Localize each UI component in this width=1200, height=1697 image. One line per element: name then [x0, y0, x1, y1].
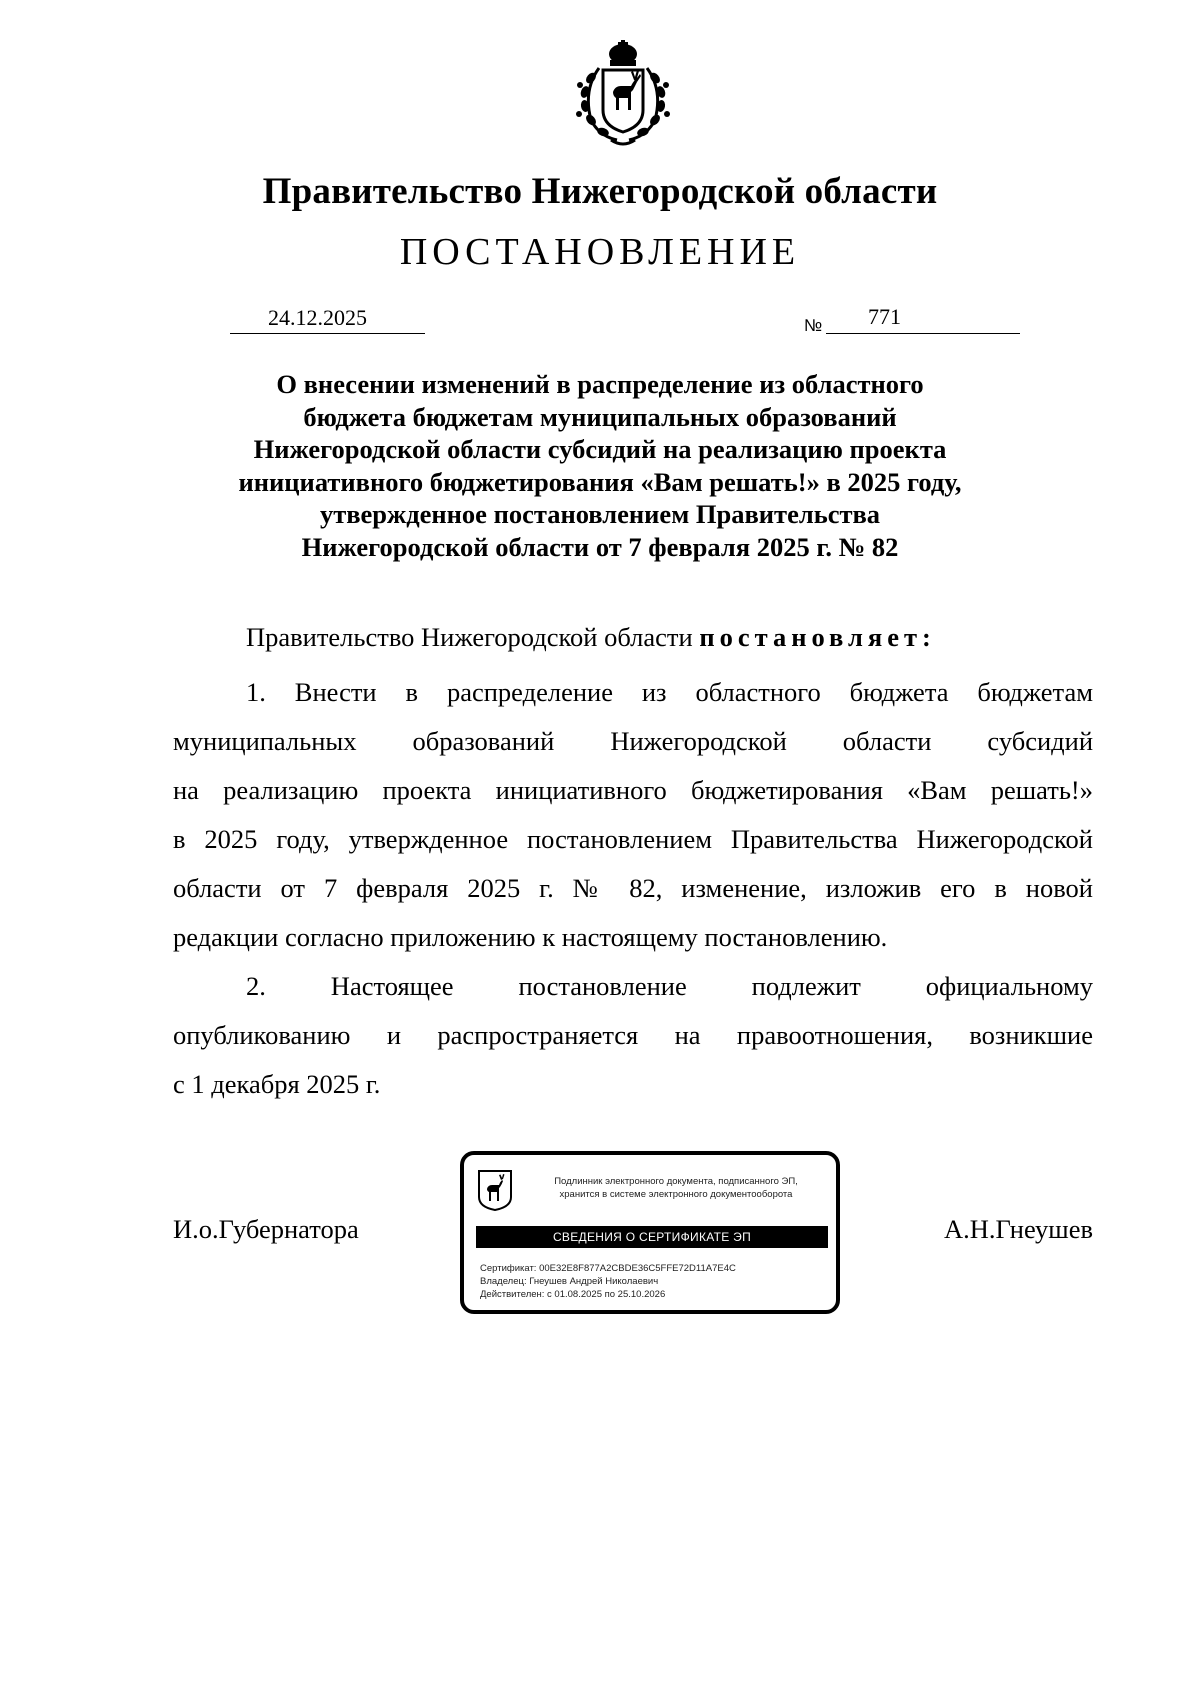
organization-title: Правительство Нижегородской области	[262, 171, 938, 212]
signatory-role: И.о.Губернатора	[173, 1214, 359, 1244]
document-number-field	[826, 298, 1020, 334]
certificate-number: Сертификат: 00E32E8F877A2CBDE36C5FFE72D11A7E4C	[480, 1263, 736, 1274]
paragraph-line: опубликованию и распространяется на правоотношения, возникшие	[173, 1020, 1093, 1050]
document-number: 771	[868, 304, 901, 329]
deer-emblem-icon	[477, 1169, 513, 1211]
paragraph-1	[173, 668, 1093, 962]
paragraph-line: 2. Настоящее постановление подлежит официальному	[246, 971, 1093, 1001]
paragraph-line: редакции согласно приложению к настоящему постановлению.	[173, 922, 888, 952]
signatory-name: А.Н.Гнеушев	[943, 1214, 1093, 1244]
number-sign: №	[804, 316, 823, 335]
certificate-validity: Действителен: с 01.08.2025 по 25.10.2026	[480, 1289, 666, 1300]
heading-line: Нижегородской области субсидий на реализацию проекта	[253, 434, 947, 464]
paragraph-2	[173, 962, 1093, 1109]
paragraph-line: муниципальных образований Нижегородской области субсидий	[173, 726, 1093, 756]
paragraph-line: на реализацию проекта инициативного бюджетирования «Вам решать!»	[173, 775, 1093, 805]
certificate-details	[480, 1262, 736, 1301]
heading-line: Нижегородской области от 7 февраля 2025 г. № 82	[301, 531, 899, 562]
stamp-note-line: Подлинник электронного документа, подписанного ЭП,	[554, 1176, 798, 1187]
intro-text: Правительство Нижегородской области	[246, 622, 700, 652]
resolution-intro	[246, 622, 936, 653]
heading-line: инициативного бюджетирования «Вам решать!» в 2025 году,	[238, 466, 962, 497]
stamp-note-line: хранится в системе электронного документооборота	[559, 1189, 793, 1200]
heading-line: утвержденное постановлением Правительства	[319, 499, 881, 529]
paragraph-line: 1. Внести в распределение из областного бюджета бюджетам	[246, 677, 1093, 707]
paragraph-line: с 1 декабря 2025 г.	[173, 1069, 381, 1099]
document-type: ПОСТАНОВЛЕНИЕ	[399, 231, 801, 273]
stamp-note	[526, 1175, 826, 1201]
intro-bold: постановляет:	[699, 622, 936, 652]
heading-line: бюджета бюджетам муниципальных образований	[303, 401, 897, 432]
electronic-signature-stamp	[460, 1151, 840, 1314]
document-heading	[170, 368, 1030, 563]
coat-of-arms-icon	[555, 40, 691, 150]
paragraph-line: области от 7 февраля 2025 г. № 82, изменение, изложив его в новой	[173, 873, 1093, 903]
document-date-field	[230, 298, 425, 334]
certificate-info-title: СВЕДЕНИЯ О СЕРТИФИКАТЕ ЭП	[476, 1226, 828, 1248]
heading-line: О внесении изменений в распределение из областного	[276, 369, 924, 399]
paragraph-line: в 2025 году, утвержденное постановлением Правительства Нижегородской	[173, 824, 1093, 854]
document-date: 24.12.2025	[268, 305, 367, 330]
certificate-owner: Владелец: Гнеушев Андрей Николаевич	[480, 1276, 659, 1287]
